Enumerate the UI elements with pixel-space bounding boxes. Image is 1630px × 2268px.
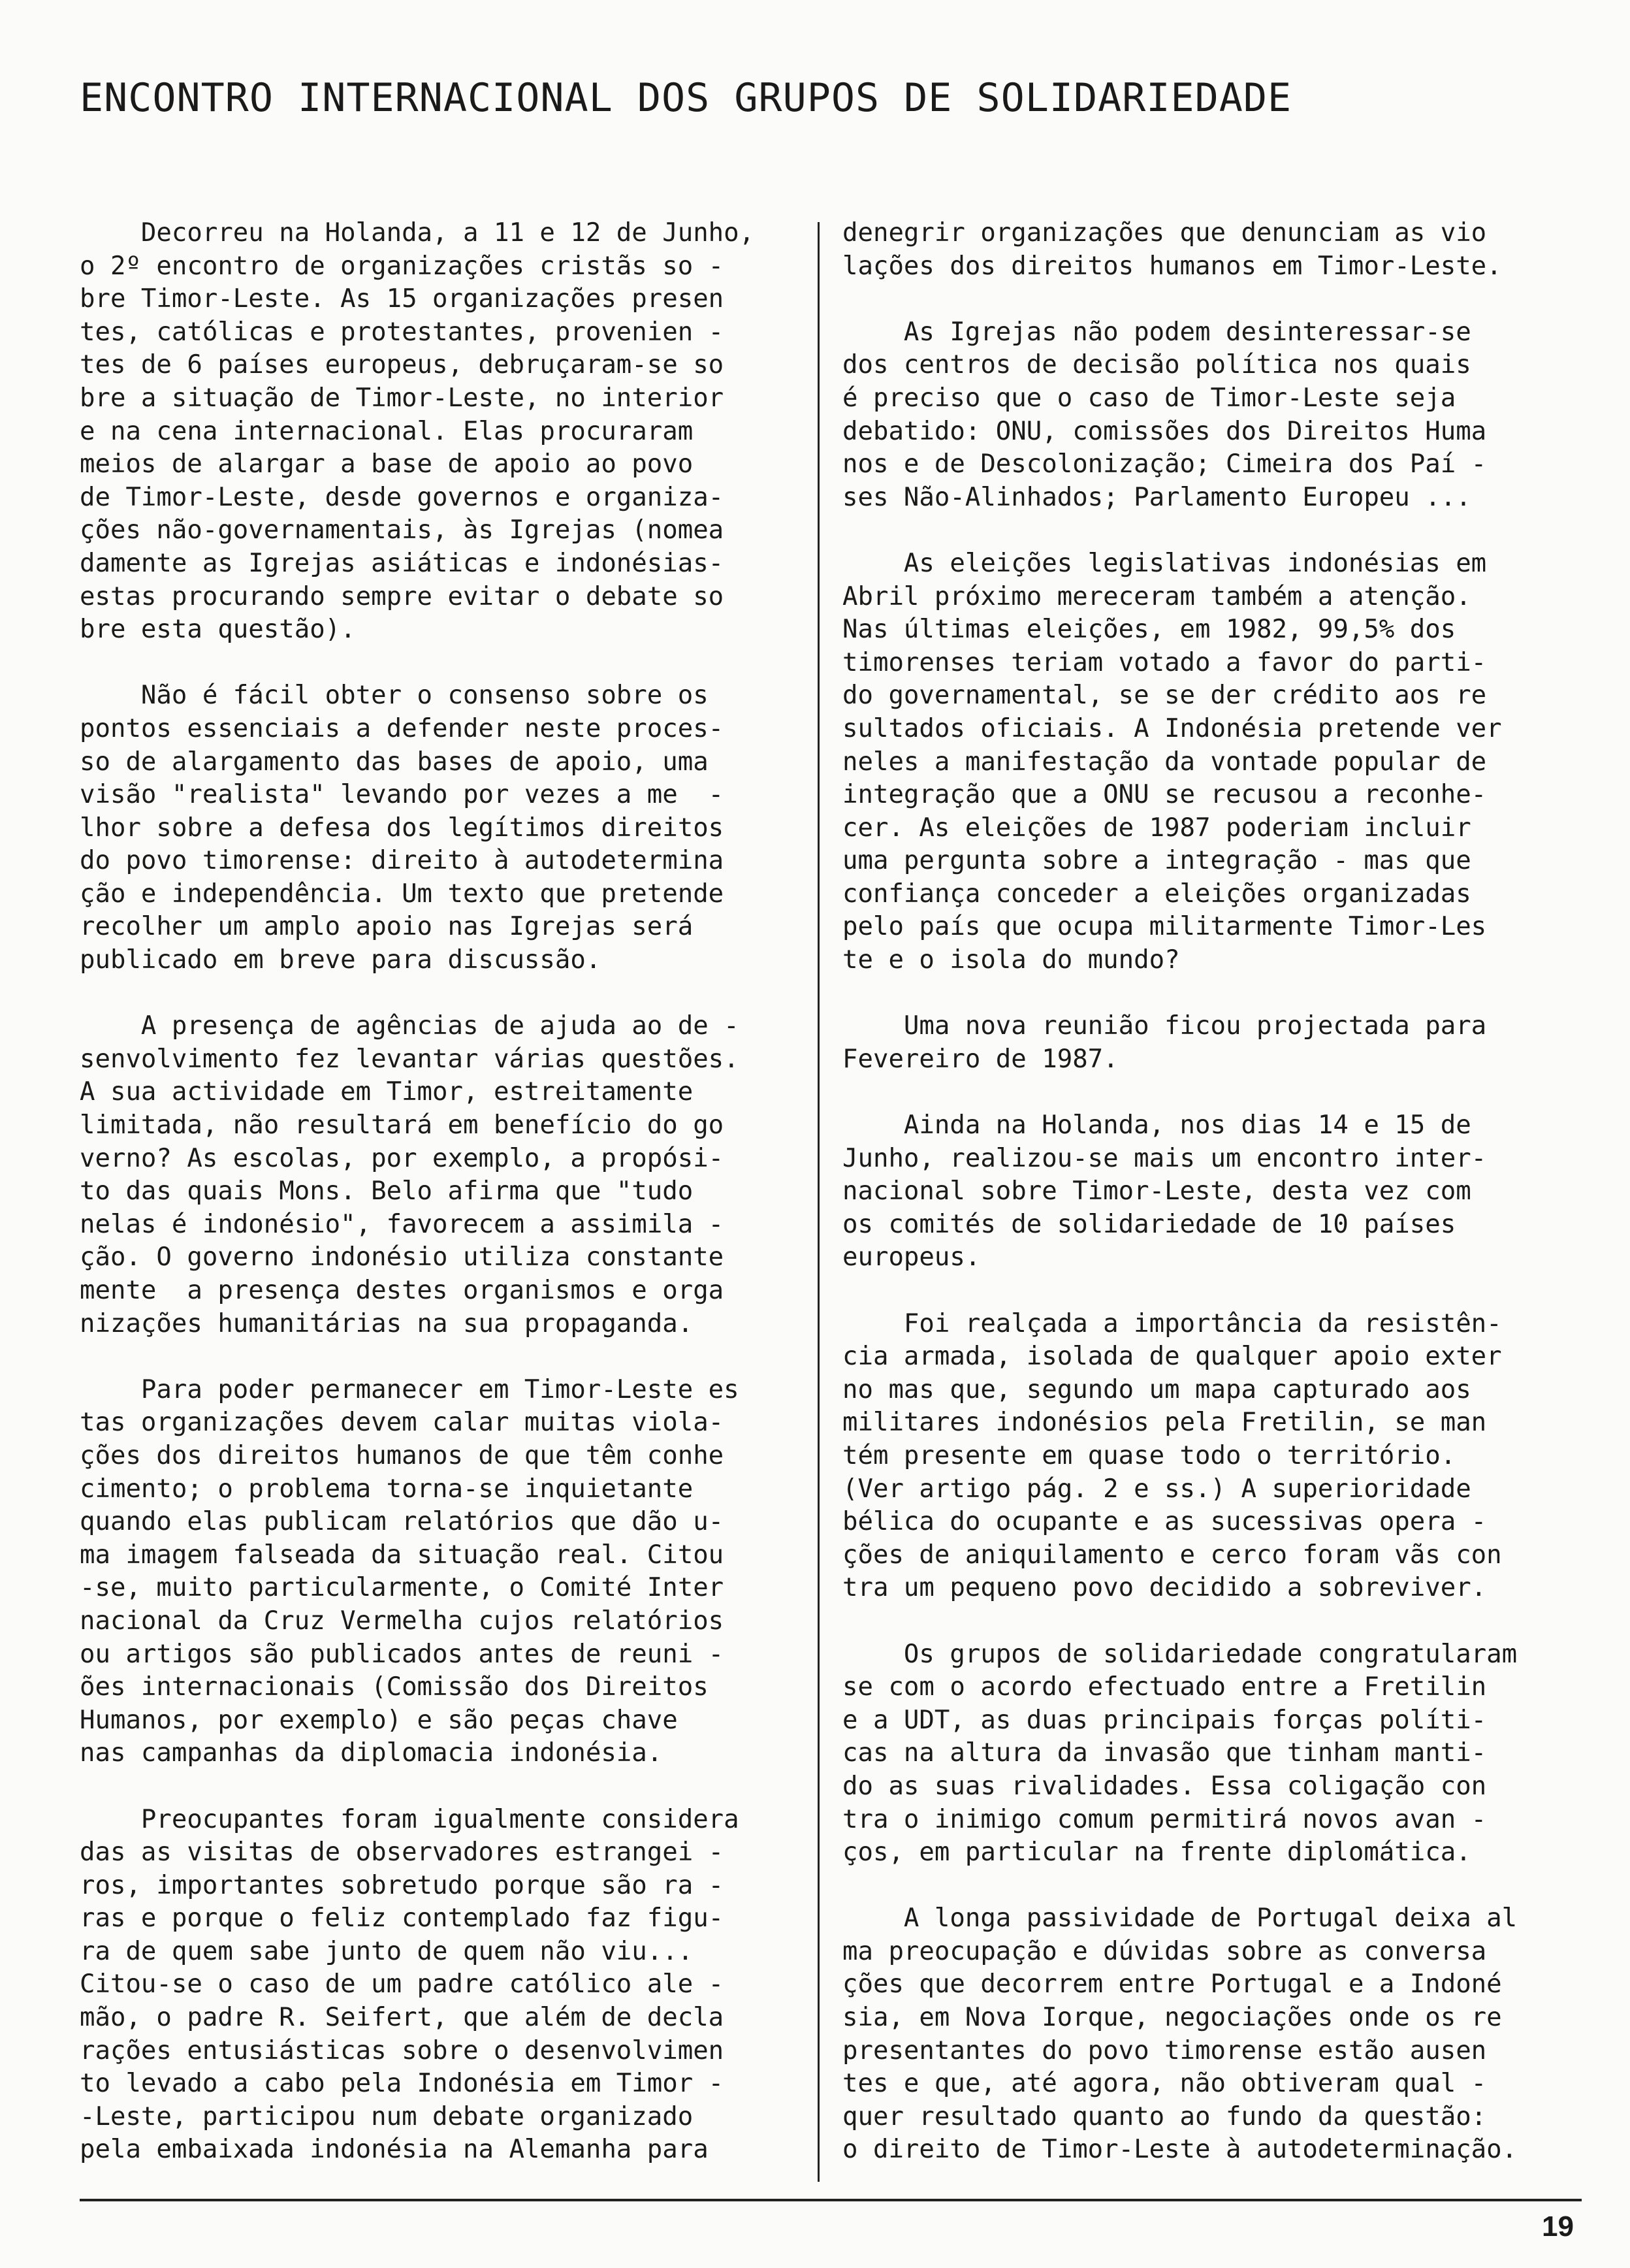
paragraph-gap xyxy=(842,514,1587,547)
text-line: tes de 6 países europeus, debruçaram-se so xyxy=(80,350,724,380)
text-line: senvolvimento fez levantar várias questões. xyxy=(80,1044,739,1074)
text-line: cer. As eleições de 1987 poderiam incluir xyxy=(842,813,1471,843)
text-line: ções de aniquilamento e cerco foram vãs con xyxy=(842,1540,1502,1570)
text-line: A longa passividade de Portugal deixa al xyxy=(842,1904,1518,1934)
text-line: no mas que, segundo um mapa capturado aos xyxy=(842,1374,1471,1404)
text-line: nacional da Cruz Vermelha cujos relatórios xyxy=(80,1606,724,1636)
text-line: to levado a cabo pela Indonésia em Timor - xyxy=(80,2069,724,2099)
text-line: se com o acordo efectuado entre a Fretilin xyxy=(842,1672,1487,1702)
text-line: tra um pequeno povo decidido a sobreviver. xyxy=(842,1573,1487,1603)
text-line: ros, importantes sobretudo porque são ra - xyxy=(80,1870,724,1900)
text-line: ços, em particular na frente diplomática. xyxy=(842,1838,1471,1868)
text-line: ções não-governamentais, às Igrejas (nomea xyxy=(80,515,724,545)
text-line: lações dos direitos humanos em Timor-Leste. xyxy=(842,251,1502,281)
text-line: mente a presença destes organismos e orga xyxy=(80,1276,724,1305)
text-line: ma imagem falseada da situação real. Citou xyxy=(80,1540,724,1570)
text-line: As eleições legislativas indonésias em xyxy=(842,548,1487,578)
text-line: Nas últimas eleições, em 1982, 99,5% dos xyxy=(842,615,1456,645)
paragraph-gap xyxy=(80,977,793,1011)
text-line: os comités de solidariedade de 10 países xyxy=(842,1209,1456,1239)
text-line: sia, em Nova Iorque, negociações onde os re xyxy=(842,2003,1502,2033)
text-line: ou artigos são publicados antes de reuni - xyxy=(80,1639,724,1669)
text-line: tra o inimigo comum permitirá novos avan - xyxy=(842,1804,1487,1834)
text-line: (Ver artigo pág. 2 e ss.) A superioridade xyxy=(842,1474,1471,1504)
text-line: pela embaixada indonésia na Alemanha para xyxy=(80,2135,709,2165)
text-line: Não é fácil obter o consenso sobre os xyxy=(80,681,709,711)
text-line: é preciso que o caso de Timor-Leste seja xyxy=(842,383,1456,413)
text-line: pelo país que ocupa militarmente Timor-Les xyxy=(842,912,1487,942)
text-line: ção. O governo indonésio utiliza constante xyxy=(80,1242,724,1272)
text-line: publicado em breve para discussão. xyxy=(80,945,601,975)
text-line: quer resultado quanto ao fundo da questão: xyxy=(842,2101,1487,2131)
paragraph-gap xyxy=(842,1605,1587,1638)
text-line: bélica do ocupante e as sucessivas opera - xyxy=(842,1507,1487,1537)
paragraph-gap xyxy=(842,283,1587,316)
text-line: militares indonésios pela Fretilin, se man xyxy=(842,1408,1487,1438)
text-line: sultados oficiais. A Indonésia pretende ver xyxy=(842,713,1502,743)
text-line: visão "realista" levando por vezes a me - xyxy=(80,780,724,810)
text-line: Uma nova reunião ficou projectada para xyxy=(842,1011,1487,1041)
text-line: A sua actividade em Timor, estreitamente xyxy=(80,1077,694,1107)
text-line: te e o isola do mundo? xyxy=(842,945,1180,975)
text-line: limitada, não resultará em benefício do go xyxy=(80,1110,724,1141)
text-line: tém presente em quase todo o território. xyxy=(842,1440,1456,1470)
text-line: cimento; o problema torna-se inquietante xyxy=(80,1474,694,1504)
text-line: cas na altura da invasão que tinham manti- xyxy=(842,1738,1487,1768)
text-line: nos e de Descolonização; Cimeira dos Paí - xyxy=(842,449,1487,479)
paragraph-gap xyxy=(80,1770,793,1804)
text-line: ões internacionais (Comissão dos Direitos xyxy=(80,1672,709,1702)
text-line: ses Não-Alinhados; Parlamento Europeu ... xyxy=(842,482,1471,512)
text-line: As Igrejas não podem desinteressar-se xyxy=(842,317,1471,347)
text-line: presentantes do povo timorense estão ausen xyxy=(842,2035,1487,2066)
column-divider xyxy=(818,222,820,2182)
text-line: tes, católicas e protestantes, provenien - xyxy=(80,317,724,347)
text-line: ção e independência. Um texto que pretende xyxy=(80,879,724,909)
text-line: nas campanhas da diplomacia indonésia. xyxy=(80,1738,663,1768)
text-line: nelas é indonésio", favorecem a assimila - xyxy=(80,1209,724,1239)
text-line: nacional sobre Timor-Leste, desta vez com xyxy=(842,1176,1471,1207)
text-line: das as visitas de observadores estrangei - xyxy=(80,1838,724,1868)
text-line: to das quais Mons. Belo afirma que "tudo xyxy=(80,1176,694,1207)
text-line: e a UDT, as duas principais forças políti- xyxy=(842,1705,1487,1735)
paragraph-gap xyxy=(842,1076,1587,1109)
right-column xyxy=(842,217,1587,2167)
text-line: rações entusiásticas sobre o desenvolvimen xyxy=(80,2035,724,2066)
paragraph-gap xyxy=(80,1340,793,1374)
text-line: debatido: ONU, comissões dos Direitos Huma xyxy=(842,416,1487,446)
text-line: Preocupantes foram igualmente considera xyxy=(80,1804,739,1834)
text-line: uma pergunta sobre a integração - mas que xyxy=(842,846,1471,876)
text-line: mão, o padre R. Seifert, que além de decla xyxy=(80,2003,724,2033)
article-title: ENCONTRO INTERNACIONAL DOS GRUPOS DE SOLIDARIEDADE xyxy=(80,75,1292,121)
text-line: tes e que, até agora, não obtiveram qual - xyxy=(842,2069,1487,2099)
footer-rule xyxy=(80,2199,1582,2201)
text-line: o direito de Timor-Leste à autodeterminação. xyxy=(842,2135,1518,2165)
text-line: verno? As escolas, por exemplo, a propósi- xyxy=(80,1143,724,1173)
text-line: ções que decorrem entre Portugal e a Indoné xyxy=(842,1969,1502,2000)
text-line: e na cena internacional. Elas procuraram xyxy=(80,416,694,446)
text-line: ções dos direitos humanos de que têm conhe xyxy=(80,1440,724,1470)
text-line: do povo timorense: direito à autodetermina xyxy=(80,846,724,876)
text-line: do as suas rivalidades. Essa coligação con xyxy=(842,1771,1487,1801)
text-line: meios de alargar a base de apoio ao povo xyxy=(80,449,694,479)
text-line: bre esta questão). xyxy=(80,615,356,645)
text-line: -Leste, participou num debate organizado xyxy=(80,2101,694,2131)
text-line: Humanos, por exemplo) e são peças chave xyxy=(80,1705,678,1735)
text-line: Fevereiro de 1987. xyxy=(842,1044,1119,1074)
text-line: bre a situação de Timor-Leste, no interior xyxy=(80,383,724,413)
text-line: ra de quem sabe junto de quem não viu... xyxy=(80,1936,694,1966)
text-line: ras e porque o feliz contemplado faz figu- xyxy=(80,1904,724,1934)
text-line: neles a manifestação da vontade popular de xyxy=(842,747,1487,777)
text-line: o 2º encontro de organizações cristãs so - xyxy=(80,251,724,281)
text-line: recolher um amplo apoio nas Igrejas será xyxy=(80,912,694,942)
text-line: A presença de agências de ajuda ao de - xyxy=(80,1011,739,1041)
text-line: estas procurando sempre evitar o debate so xyxy=(80,581,724,611)
left-column xyxy=(80,217,793,2167)
text-line: -se, muito particularmente, o Comité Inter xyxy=(80,1573,724,1603)
text-line: damente as Igrejas asiáticas e indonésias- xyxy=(80,548,724,578)
text-line: timorenses teriam votado a favor do parti- xyxy=(842,647,1487,677)
text-line: europeus. xyxy=(842,1242,981,1272)
text-line: do governamental, se se der crédito aos re xyxy=(842,681,1487,711)
text-line: cia armada, isolada de qualquer apoio exter xyxy=(842,1342,1502,1372)
text-line: Citou-se o caso de um padre católico ale - xyxy=(80,1969,724,2000)
text-line: Os grupos de solidariedade congratularam xyxy=(842,1639,1518,1669)
text-line: denegrir organizações que denunciam as vio xyxy=(842,218,1487,248)
text-line: Abril próximo mereceram também a atenção. xyxy=(842,581,1471,611)
paragraph-gap xyxy=(842,1274,1587,1308)
text-line: confiança conceder a eleições organizadas xyxy=(842,879,1471,909)
text-line: Foi realçada a importância da resistên- xyxy=(842,1308,1502,1338)
text-line: lhor sobre a defesa dos legítimos direitos xyxy=(80,813,724,843)
paragraph-gap xyxy=(842,977,1587,1011)
text-line: quando elas publicam relatórios que dão u- xyxy=(80,1507,724,1537)
paragraph-gap xyxy=(842,1870,1587,1903)
text-line: nizações humanitárias na sua propaganda. xyxy=(80,1308,694,1338)
text-line: integração que a ONU se recusou a reconhe- xyxy=(842,780,1487,810)
text-line: dos centros de decisão política nos quais xyxy=(842,350,1471,380)
text-line: Decorreu na Holanda, a 11 e 12 de Junho, xyxy=(80,218,755,248)
text-line: Para poder permanecer em Timor-Leste es xyxy=(80,1374,739,1404)
paragraph-gap xyxy=(80,647,793,680)
text-line: ma preocupação e dúvidas sobre as conversa xyxy=(842,1936,1487,1966)
text-line: so de alargamento das bases de apoio, uma xyxy=(80,747,709,777)
text-line: tas organizações devem calar muitas viola- xyxy=(80,1408,724,1438)
text-line: de Timor-Leste, desde governos e organiza- xyxy=(80,482,724,512)
page-number: 19 xyxy=(1542,2211,1574,2243)
text-line: pontos essenciais a defender neste proces- xyxy=(80,713,724,743)
text-line: Junho, realizou-se mais um encontro inter- xyxy=(842,1143,1487,1173)
text-line: Ainda na Holanda, nos dias 14 e 15 de xyxy=(842,1110,1471,1141)
text-line: bre Timor-Leste. As 15 organizações presen xyxy=(80,284,724,314)
